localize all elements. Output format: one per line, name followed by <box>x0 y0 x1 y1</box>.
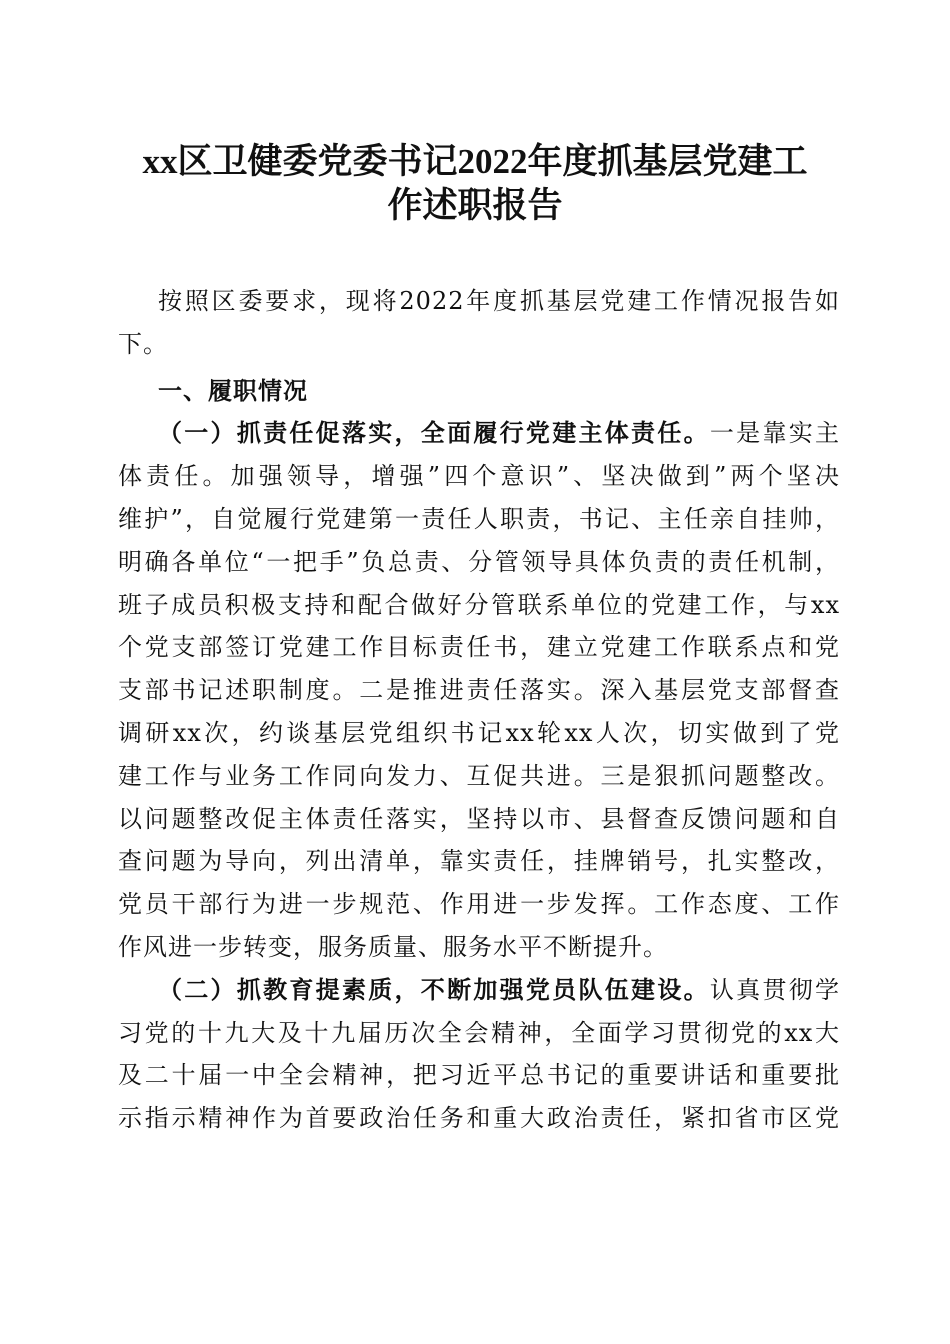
para1-line-1 <box>118 412 840 455</box>
intro-line-1: 按照区委要求，现将2022年度抓基层党建工作情况报告如 <box>158 287 840 315</box>
para2-line: 及二十届一中全会精神，把习近平总书记的重要讲话和重要批 <box>118 1061 840 1090</box>
para2-line: 示指示精神作为首要政治任务和重大政治责任，紧扣省市区党 <box>118 1104 840 1133</box>
para1-line: 个党支部签订党建工作目标责任书，建立党建工作联系点和党 <box>118 633 840 662</box>
para1-line: 体责任。加强领导，增强”四个意识”、坚决做到”两个坚决 <box>118 462 840 491</box>
document-body <box>118 280 840 1140</box>
para1-line: 以问题整改促主体责任落实，坚持以市、县督查反馈问题和自 <box>118 804 840 833</box>
para1-line: 建工作与业务工作同向发力、互促共进。三是狠抓问题整改。 <box>118 761 840 790</box>
title-line-2: 作述职报告 <box>387 186 563 225</box>
para1-line: 班子成员积极支持和配合做好分管联系单位的党建工作，与xx <box>118 590 840 619</box>
intro-line-2: 下。 <box>118 329 168 358</box>
para1-line: 作风进一步转变，服务质量、服务水平不断提升。 <box>118 932 668 961</box>
para2-line-1-text: 认真贯彻学 <box>709 975 840 1004</box>
para1-line: 明确各单位“一把手”负总责、分管领导具体负责的责任机制， <box>118 547 840 576</box>
section-heading: 一、履职情况 <box>158 376 308 405</box>
para1-line: 党员干部行为进一步规范、作用进一步发挥。工作态度、工作 <box>118 890 840 919</box>
para1-line: 维护”，自觉履行党建第一责任人职责，书记、主任亲自挂帅， <box>118 504 840 533</box>
title-line-1: xx区卫健委党委书记2022年度抓基层党建工 <box>142 142 808 181</box>
para1-line: 查问题为导向，列出清单，靠实责任，挂牌销号，扎实整改， <box>118 847 840 876</box>
para1-line: 调研xx次，约谈基层党组织书记xx轮xx人次，切实做到了党 <box>118 718 840 747</box>
para1-line: 支部书记述职制度。二是推进责任落实。深入基层党支部督查 <box>118 676 840 705</box>
para1-lead: （一）抓责任促落实，全面履行党建主体责任。 <box>158 418 710 448</box>
para2-line: 习党的十九大及十九届历次全会精神，全面学习贯彻党的xx大 <box>118 1018 840 1047</box>
para2-lead: （二）抓教育提素质，不断加强党员队伍建设。 <box>158 974 710 1004</box>
para1-line-1-text: 一是靠实主 <box>709 419 840 448</box>
para2-line-1 <box>118 969 840 1012</box>
document-title <box>100 140 850 228</box>
